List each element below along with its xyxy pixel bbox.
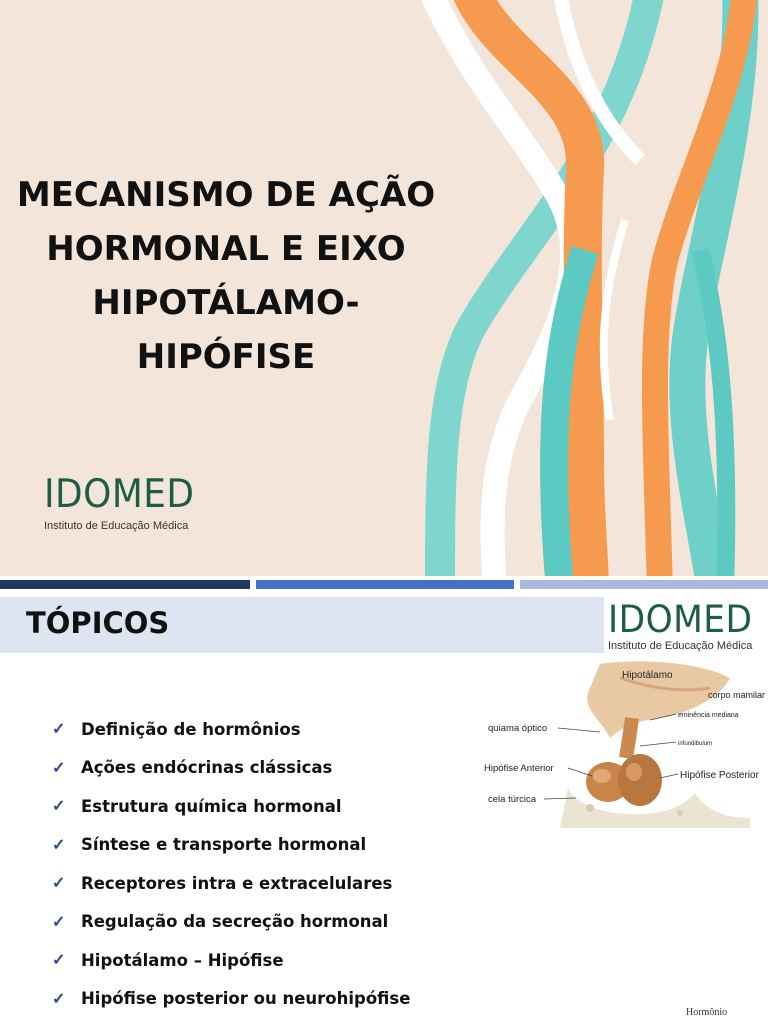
topics-title: TÓPICOS	[26, 606, 170, 640]
topic-text: Síntese e transporte hormonal	[81, 835, 367, 855]
topic-text: Estrutura química hormonal	[81, 796, 342, 816]
list-item	[52, 826, 410, 865]
idomed-logo-small	[608, 600, 763, 652]
logo-subtitle: Instituto de Educação Médica	[608, 640, 753, 652]
slide-title	[0, 168, 452, 384]
label-cela: cela túrcica	[488, 794, 537, 805]
label-anterior: Hipófise Anterior	[484, 763, 554, 774]
list-item	[52, 710, 410, 749]
label-hipotalamo: Hipotálamo	[622, 670, 673, 681]
label-eminencia: eminência mediana	[678, 712, 739, 719]
topic-text: Definição de hormônios	[81, 719, 301, 739]
idomed-logo	[44, 474, 208, 532]
list-item	[52, 903, 410, 942]
logo-wordmark: IDOMED	[44, 472, 195, 517]
list-item	[52, 787, 410, 826]
divider-bar-dark	[0, 580, 250, 589]
checkmark-icon: ✓	[52, 952, 66, 970]
topic-text: Regulação da secreção hormonal	[81, 912, 389, 932]
checkmark-icon: ✓	[52, 875, 66, 893]
title-line: MECANISMO DE AÇÃO	[16, 175, 436, 215]
logo-wordmark: IDOMED	[608, 598, 753, 641]
title-line: HORMONAL E EIXO	[46, 229, 406, 269]
checkmark-icon: ✓	[52, 990, 66, 1008]
checkmark-icon: ✓	[52, 721, 66, 739]
divider-bar-mid	[256, 580, 514, 589]
topic-text: Hipófise posterior ou neurohipófise	[81, 989, 411, 1009]
logo-subtitle: Instituto de Educação Médica	[44, 520, 189, 532]
checkmark-icon: ✓	[52, 836, 66, 854]
list-item	[52, 941, 410, 980]
checkmark-icon: ✓	[52, 798, 66, 816]
label-corpo-mamilar: corpo mamilar	[708, 690, 766, 700]
title-line: HIPÓFISE	[136, 337, 316, 377]
list-item	[52, 864, 410, 903]
label-infundibulum: infundibulum	[678, 741, 713, 747]
checkmark-icon: ✓	[52, 913, 66, 931]
footer-text: Hormônio	[686, 1007, 728, 1018]
divider-bar-light	[520, 580, 768, 589]
topic-text: Receptores intra e extracelulares	[81, 873, 393, 893]
title-line: HIPOTÁLAMO-	[92, 283, 360, 323]
list-item	[52, 980, 410, 1019]
topic-list	[52, 710, 410, 1018]
topic-text: Ações endócrinas clássicas	[81, 758, 333, 778]
label-posterior: Hipófise Posterior	[680, 770, 759, 781]
pituitary-anatomy-illustration	[480, 658, 768, 828]
checkmark-icon: ✓	[52, 759, 66, 777]
topic-text: Hipotálamo – Hipófise	[81, 950, 284, 970]
label-quiasma: quiama óptico	[488, 723, 548, 734]
list-item	[52, 749, 410, 788]
